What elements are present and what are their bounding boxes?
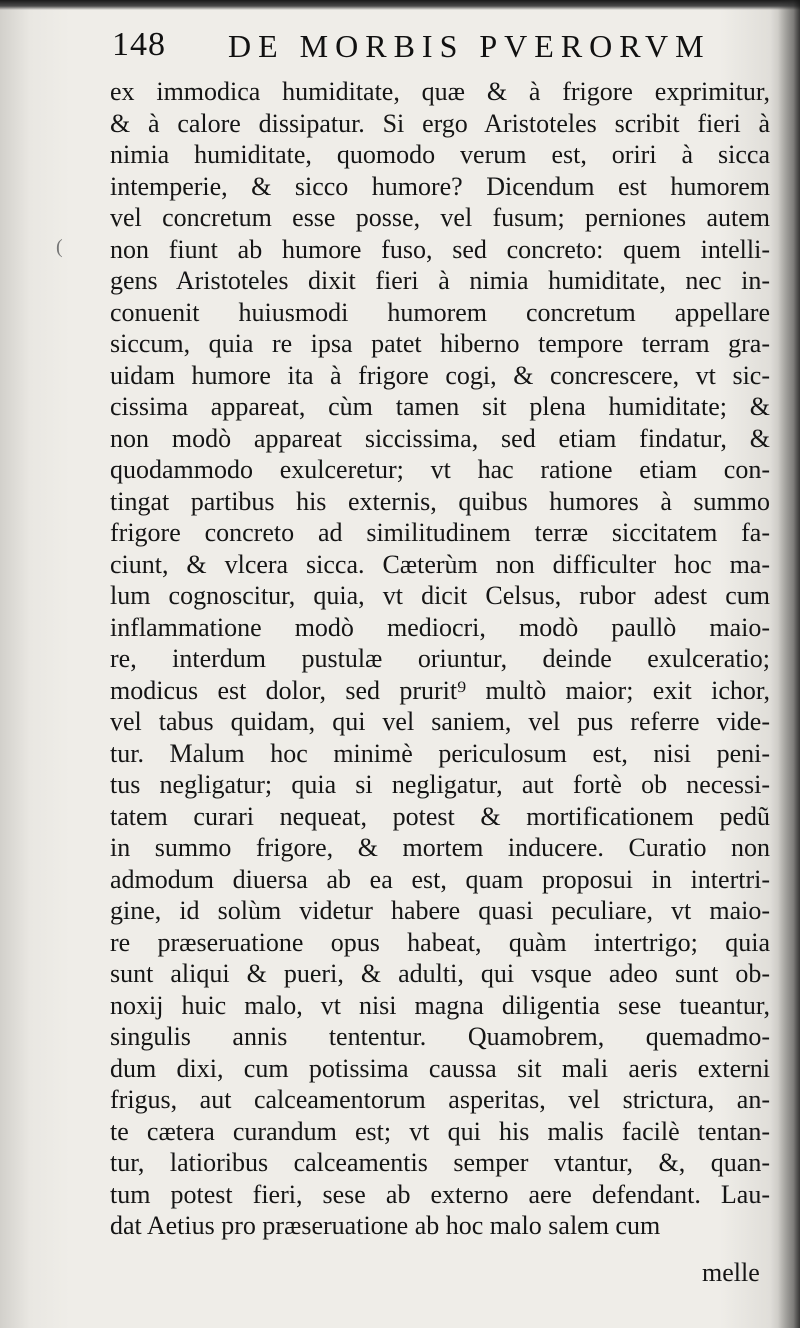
- text-line: re præseruatione opus habeat, quàm intertrigo; quia: [110, 927, 770, 957]
- text-line: noxij huic malo, vt nisi magna diligentia sese tueantur,: [110, 990, 770, 1020]
- page-number: 148: [112, 26, 166, 63]
- text-line: dat Aetius pro præseruatione ab hoc malo salem cum: [110, 1211, 661, 1240]
- text-line: siccum, quia re ipsa patet hiberno tempore terram gra-: [110, 329, 770, 358]
- text-line: inflammatione modò mediocri, modò paullò maio-: [110, 612, 770, 642]
- running-head: DE MORBIS PVERORVM: [228, 28, 711, 64]
- catchword: melle: [702, 1258, 760, 1287]
- page-header: [112, 22, 712, 70]
- text-line: conuenit huiusmodi humorem concretum appellare: [110, 297, 770, 327]
- text-line: ex immodica humiditate, quæ & à frigore exprimitur,: [110, 77, 770, 106]
- text-line: uidam humore ita à frigore cogi, & concrescere, vt sic-: [110, 360, 770, 390]
- text-line: vel concretum esse posse, vel fusum; perniones autem: [110, 203, 770, 232]
- text-line: vel tabus quidam, qui vel saniem, vel pus referre vide-: [110, 707, 770, 736]
- page-top-shadow: [0, 0, 800, 10]
- text-line: non fiunt ab humore fuso, sed concreto: quem intelli-: [110, 234, 770, 264]
- text-line: admodum diuersa ab ea est, quam proposui in intertri-: [110, 864, 770, 894]
- text-line: in summo frigore, & mortem inducere. Curatio non: [110, 833, 770, 862]
- text-line: tus negligatur; quia si negligatur, aut fortè ob necessi-: [110, 770, 770, 799]
- text-line: singulis annis tententur. Quamobrem, quemadmo-: [110, 1022, 770, 1051]
- text-line: dum dixi, cum potissima caussa sit mali aeris externi: [110, 1053, 770, 1083]
- text-line: tingat partibus his externis, quibus humores à summo: [110, 486, 770, 516]
- text-line: non modò appareat siccissima, sed etiam findatur, &: [110, 423, 770, 453]
- text-line: te cætera curandum est; vt qui his malis facilè tentan-: [110, 1116, 770, 1146]
- text-line: ciunt, & vlcera sicca. Cæterùm non difficulter hoc ma-: [110, 549, 770, 579]
- text-line: quodammodo exulceretur; vt hac ratione etiam con-: [110, 455, 770, 484]
- text-line: tatem curari nequeat, potest & mortificationem pedũ: [110, 801, 770, 831]
- text-line: intemperie, & sicco humore? Dicendum est humorem: [110, 171, 770, 201]
- text-line: gine, id solùm videtur habere quasi peculiare, vt maio-: [110, 896, 770, 925]
- text-line: gens Aristoteles dixit fieri à nimia humiditate, nec in-: [110, 266, 770, 295]
- text-line: nimia humiditate, quomodo verum est, oriri à sicca: [110, 140, 770, 169]
- page-gutter-shadow: [778, 0, 800, 1328]
- text-line: frigus, aut calceamentorum asperitas, vel strictura, an-: [110, 1085, 770, 1114]
- text-line: tur. Malum hoc minimè periculosum est, nisi peni-: [110, 738, 770, 768]
- text-line: lum cognoscitur, quia, vt dicit Celsus, rubor adest cum: [110, 581, 770, 610]
- text-line: tum potest fieri, sese ab externo aere defendant. Lau-: [110, 1179, 770, 1209]
- text-line: frigore concreto ad similitudinem terræ siccitatem fa-: [110, 518, 770, 547]
- body-text: [110, 76, 770, 1242]
- text-line: tur, latioribus calceamentis semper vtantur, &, quan-: [110, 1148, 770, 1177]
- text-line: sunt aliqui & pueri, & adulti, qui vsque adeo sunt ob-: [110, 959, 770, 988]
- text-line: re, interdum pustulæ oriuntur, deinde exulceratio;: [110, 644, 770, 673]
- text-line: & à calore dissipatur. Si ergo Aristoteles scribit fieri à: [110, 108, 770, 138]
- text-line: cissima appareat, cùm tamen sit plena humiditate; &: [110, 392, 770, 421]
- text-line: modicus est dolor, sed prurit⁹ multò maior; exit ichor,: [110, 675, 770, 705]
- margin-mark: (: [56, 236, 63, 258]
